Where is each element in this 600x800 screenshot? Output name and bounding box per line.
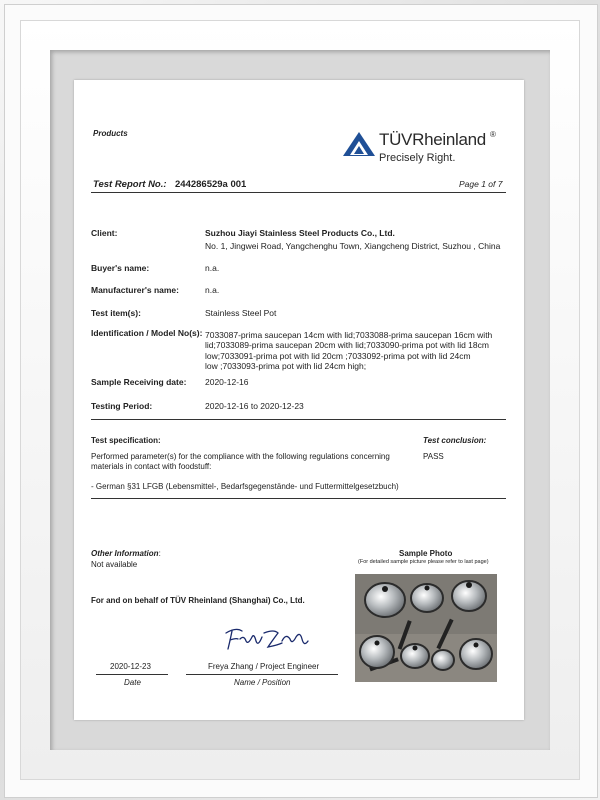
test-report-label: Test Report No.:: [93, 179, 167, 190]
test-conclusion-label: Test conclusion:: [423, 436, 487, 445]
model-line: 7033087-prima saucepan 14cm with lid;7033088-prima saucepan 16cm with: [205, 330, 493, 340]
buyer-label: Buyer's name:: [91, 263, 150, 273]
identification-models: [205, 330, 505, 371]
test-specification-label: Test specification:: [91, 436, 161, 445]
sample-receiving-label: Sample Receiving date:: [91, 377, 187, 387]
model-line: lid;7033089-prima saucepan 20cm with lid;7033090-prima pot with lid 18cm: [205, 340, 489, 351]
other-information-colon: :: [158, 549, 161, 558]
sample-receiving-value: 2020-12-16: [205, 377, 249, 387]
fields-divider: [91, 419, 506, 420]
date-label: Date: [124, 678, 141, 687]
client-name: Suzhou Jiayi Stainless Steel Products Co., Ltd.: [205, 228, 395, 238]
tuv-brand: TÜVRheinland: [379, 130, 486, 149]
testing-period-value: 2020-12-16 to 2020-12-23: [205, 401, 304, 411]
products-label: Products: [93, 129, 128, 138]
specification-divider: [91, 498, 506, 499]
handwritten-signature: [222, 625, 312, 653]
test-report-number: 244286529a 001: [175, 179, 247, 190]
client-address: No. 1, Jingwei Road, Yangchenghu Town, Xiangcheng District, Suzhou , China: [205, 241, 501, 251]
signature: [222, 625, 312, 653]
tuv-triangle-icon: [342, 131, 376, 157]
page-info: Page 1 of 7: [459, 179, 503, 189]
date-value: 2020-12-23: [110, 662, 151, 671]
buyer-value: n.a.: [205, 263, 220, 273]
specification-line: Performed parameter(s) for the compliance with the following regulations concerning: [91, 452, 390, 461]
model-line: low;7033091-prima pot with lid 20cm ;7033092-prima pot with lid 24cm: [205, 350, 471, 361]
cookware-image: [355, 574, 497, 682]
on-behalf-statement: For and on behalf of TÜV Rheinland (Shanghai) Co., Ltd.: [91, 596, 305, 605]
specification-text: [91, 452, 390, 472]
sample-photo: [355, 574, 497, 682]
header-divider: [91, 192, 506, 193]
regulation-text: - German §31 LFGB (Lebensmittel-, Bedarfsgegenstände- und Futtermittelgesetzbuch): [91, 482, 399, 491]
test-items-label: Test item(s):: [91, 308, 141, 318]
manufacturer-value: n.a.: [205, 285, 220, 295]
tuv-logo: [342, 128, 522, 168]
testing-period-label: Testing Period:: [91, 401, 153, 411]
other-information-value: Not available: [91, 560, 138, 569]
date-underline: [96, 674, 168, 675]
name-underline: [186, 674, 338, 675]
sample-photo-title: Sample Photo: [399, 549, 453, 558]
sample-photo-note: (For detailed sample picture please refer to last page): [358, 559, 489, 565]
manufacturer-label: Manufacturer's name:: [91, 285, 179, 295]
client-label: Client:: [91, 228, 118, 238]
identification-label: Identification / Model No(s):: [91, 328, 203, 338]
tuv-tagline: Precisely Right.: [379, 152, 456, 164]
test-conclusion-value: PASS: [423, 452, 444, 461]
test-items-value: Stainless Steel Pot: [205, 308, 277, 318]
name-position-label: Name / Position: [234, 678, 291, 687]
name-position-value: Freya Zhang / Project Engineer: [208, 662, 320, 671]
model-line: low ;7033093-prima pot with lid 24cm high;: [205, 360, 367, 371]
tuv-registered-mark: ®: [490, 130, 496, 139]
specification-line: materials in contact with foodstuff:: [91, 462, 212, 471]
other-information-title: Other Information: [91, 549, 159, 558]
other-information-label: [91, 549, 161, 558]
certificate-page: [74, 80, 524, 720]
